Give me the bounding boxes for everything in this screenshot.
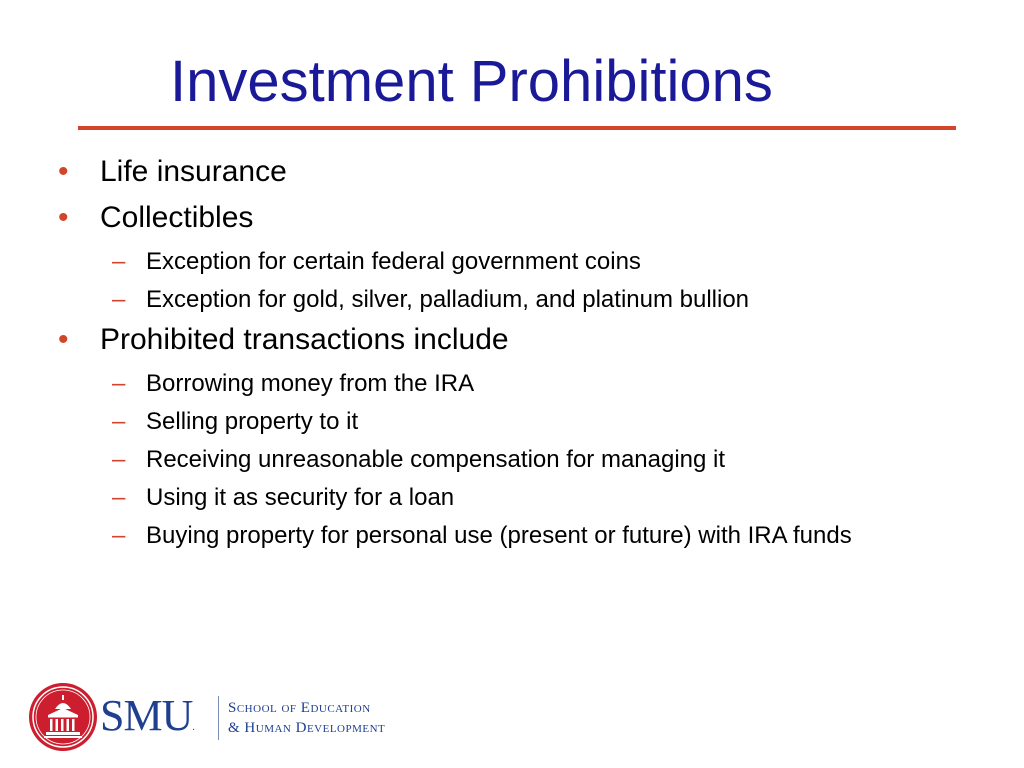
school-line-2: & Human Development [228,720,386,736]
sub-bullet-text: Exception for gold, silver, palladium, and platinum bullion [146,286,750,313]
title-divider [78,126,956,130]
sub-bullet-text: Borrowing money from the IRA [146,370,475,397]
bullet-list [0,146,1024,550]
slide-title: Investment Prohibitions [170,49,773,114]
bullet-item [0,320,1024,360]
dash-marker: – [112,446,126,473]
brand-name: SMU [100,691,193,740]
sub-bullet-text: Using it as security for a loan [146,484,455,511]
sub-bullet-item [0,521,1024,550]
bullet-marker: • [58,323,69,356]
sub-bullet-item [0,285,1024,314]
logo-divider [218,696,219,740]
sub-bullet-text: Selling property to it [146,408,359,435]
bullet-text: Life insurance [100,155,287,188]
smu-seal-icon [28,682,98,752]
dash-marker: – [112,286,126,313]
smu-logo [28,682,458,754]
sub-bullet-item [0,407,1024,436]
bullet-item [0,198,1024,238]
bullet-text: Prohibited transactions include [100,323,509,356]
dash-marker: – [112,248,126,275]
bullet-marker: • [58,201,69,234]
sub-bullet-text: Buying property for personal use (present or future) with IRA funds [146,522,852,549]
sub-bullet-item [0,369,1024,398]
smu-wordmark [100,692,194,752]
dash-marker: – [112,370,126,397]
dash-marker: – [112,408,126,435]
trademark-mark: . [192,722,194,733]
dash-marker: – [112,522,126,549]
sub-bullet-item [0,247,1024,276]
school-name [228,698,385,738]
sub-bullet-item [0,445,1024,474]
sub-bullet-item [0,483,1024,512]
bullet-item [0,152,1024,192]
dash-marker: – [112,484,126,511]
sub-bullet-text: Exception for certain federal government coins [146,248,641,275]
bullet-text: Collectibles [100,201,254,234]
bullet-marker: • [58,155,69,188]
school-line-1: School of Education [228,700,371,716]
sub-bullet-text: Receiving unreasonable compensation for managing it [146,446,726,473]
